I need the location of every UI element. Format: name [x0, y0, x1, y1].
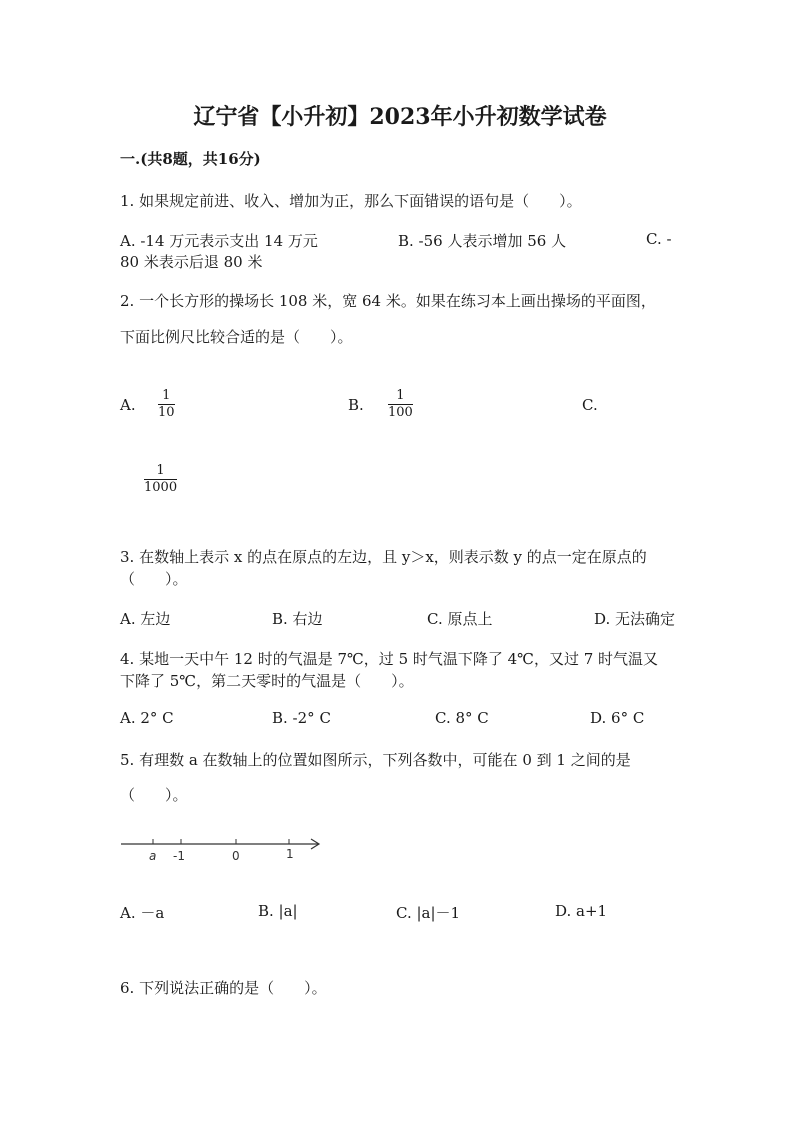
fraction-numerator: 1	[158, 388, 175, 405]
question-3-option-a: A. 左边	[120, 610, 171, 628]
fraction-numerator: 1	[144, 463, 177, 480]
question-2-option-b-fraction	[388, 388, 413, 421]
number-line-figure	[118, 832, 328, 866]
question-2-line-2: 下面比例尺比较合适的是（ ）。	[120, 328, 353, 346]
question-5-option-a: A. －a	[120, 904, 165, 922]
question-1-option-b: B. -56 人表示增加 56 人	[398, 232, 567, 250]
question-3-option-c: C. 原点上	[427, 610, 493, 628]
question-1-text: 1. 如果规定前进、收入、增加为正，那么下面错误的语句是（ ）。	[120, 192, 582, 210]
section-heading: 一.(共8题，共16分)	[120, 150, 261, 168]
question-4-option-d: D. 6° C	[590, 709, 645, 727]
question-4-option-c: C. 8° C	[435, 709, 489, 727]
question-5-line-2: （ ）。	[120, 786, 188, 804]
fraction-numerator: 1	[388, 388, 413, 405]
question-2-option-a-fraction	[158, 388, 175, 421]
question-2-option-a-label: A.	[120, 396, 136, 414]
fraction-denominator: 100	[388, 405, 413, 420]
fraction-denominator: 1000	[144, 480, 178, 495]
axis-label-zero: 0	[232, 849, 240, 863]
question-3-line-1: 3. 在数轴上表示 x 的点在原点的左边，且 y＞x，则表示数 y 的点一定在原点的	[120, 548, 647, 566]
question-3-option-d: D. 无法确定	[594, 610, 676, 628]
question-2-option-b-label: B.	[348, 396, 364, 414]
question-1-option-a: A. -14 万元表示支出 14 万元	[120, 232, 318, 250]
question-6-text: 6. 下列说法正确的是（ ）。	[120, 979, 327, 997]
fraction-denominator: 10	[158, 405, 175, 420]
question-5-option-d: D. a+1	[555, 902, 608, 920]
question-1-option-c: C. -	[646, 230, 672, 248]
axis-label-a: a	[149, 849, 157, 863]
question-1-option-c-continued: 80 米表示后退 80 米	[120, 253, 263, 271]
question-5-option-c: C. |a|－1	[396, 904, 461, 922]
question-2-line-1: 2. 一个长方形的操场长 108 米，宽 64 米。如果在练习本上画出操场的平面图，	[120, 292, 656, 310]
axis-label-one: 1	[286, 847, 294, 861]
question-4-line-1: 4. 某地一天中午 12 时的气温是 7℃，过 5 时气温下降了 4℃，又过 7 时气温又	[120, 650, 659, 668]
question-4-line-2: 下降了 5℃，第二天零时的气温是（ ）。	[120, 672, 414, 690]
question-4-option-b: B. -2° C	[272, 709, 331, 727]
question-3-line-2: （ ）。	[120, 570, 188, 588]
question-4-option-a: A. 2° C	[120, 709, 174, 727]
question-3-option-b: B. 右边	[272, 610, 323, 628]
page-title: 辽宁省【小升初】2023年小升初数学试卷	[193, 104, 607, 130]
question-2-option-c-label: C.	[582, 396, 598, 414]
question-5-option-b: B. |a|	[258, 902, 298, 920]
axis-label-neg1: -1	[173, 849, 185, 863]
question-5-line-1: 5. 有理数 a 在数轴上的位置如图所示，下列各数中，可能在 0 到 1 之间的是	[120, 751, 631, 769]
question-2-option-c-fraction	[144, 463, 177, 496]
